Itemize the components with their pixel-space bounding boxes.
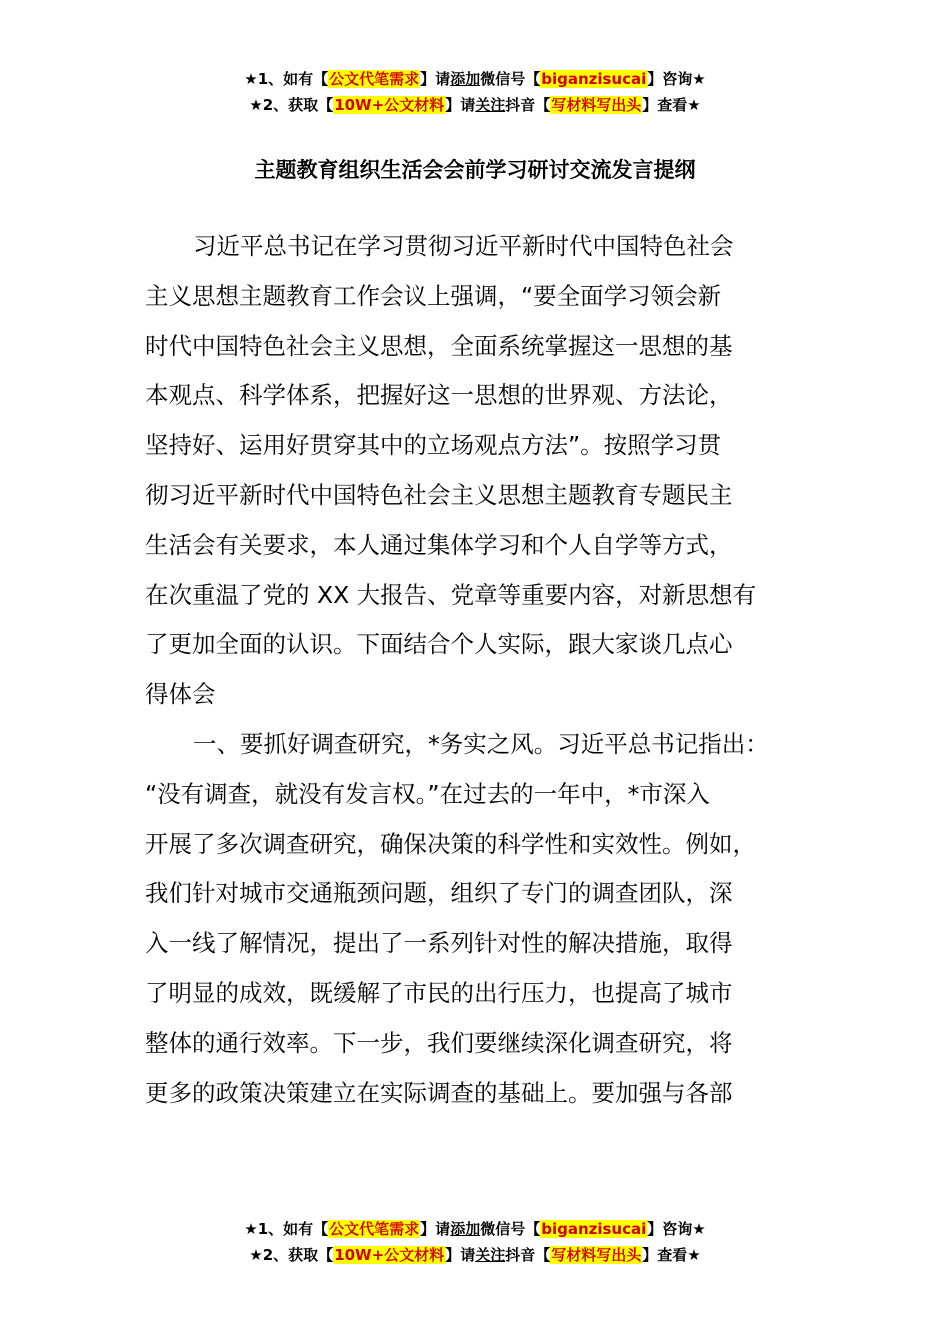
banner-highlight: biganzisucai — [541, 1220, 647, 1238]
body-line: 习近平总书记在学习贯彻习近平新时代中国特色社会 — [193, 232, 734, 260]
body-line: 了更加全面的认识。下面结合个人实际，跟大家谈几点心 — [145, 630, 733, 659]
banner-line-1 — [0, 1216, 950, 1242]
banner-text: 】请 — [420, 1220, 451, 1238]
body-line: 整体的通行效率。下一步，我们要继续深化调查研究，将 — [145, 1028, 733, 1057]
body-line: 更多的政策决策建立在实际调查的基础上。要加强与各部 — [145, 1078, 733, 1107]
banner-text: ★2、获取【 — [249, 1246, 334, 1264]
body-line: “没有调查，就没有发言权。”在过去的一年中，*市深入 — [145, 779, 710, 808]
banner-text: 抖音【 — [505, 96, 551, 114]
body-line: 得体会 — [145, 680, 216, 709]
banner-line-2 — [0, 1242, 950, 1268]
banner-text: 】请 — [420, 70, 451, 88]
body-line: 在次重温了党的 XX 大报告、党章等重要内容，对新思想有 — [145, 580, 757, 609]
banner-text: 】咨询★ — [647, 1220, 706, 1238]
banner-underlined-text: 添加 — [450, 70, 481, 88]
document-title: 主题教育组织生活会会前学习研讨交流发言提纲 — [254, 158, 696, 182]
body-line: 入一线了解情况，提出了一系列针对性的解决措施，取得 — [145, 929, 733, 958]
banner-text: ★1、如有【 — [244, 70, 329, 88]
body-line: 坚持好、运用好贯穿其中的立场观点方法”。按照学习贯 — [145, 431, 722, 460]
footer-banner — [0, 1216, 950, 1268]
banner-underlined-text: 关注 — [475, 1246, 506, 1264]
banner-text: 抖音【 — [505, 1246, 551, 1264]
banner-line-1 — [0, 66, 950, 92]
banner-text: 微信号【 — [480, 70, 541, 88]
banner-line-2 — [0, 92, 950, 118]
body-line: 一、要抓好调查研究，*务实之风。习近平总书记指出： — [193, 729, 769, 758]
body-line: 我们针对城市交通瓶颈问题，组织了专门的调查团队，深 — [145, 879, 733, 908]
banner-text: 】请 — [445, 96, 476, 114]
banner-highlight: 10W+公文材料 — [334, 1246, 445, 1264]
banner-highlight: biganzisucai — [541, 70, 647, 88]
body-line: 主义思想主题教育工作会议上强调，“要全面学习领会新 — [145, 281, 722, 310]
body-line: 时代中国特色社会主义思想，全面系统掌握这一思想的基 — [145, 331, 733, 360]
banner-text: 】咨询★ — [647, 70, 706, 88]
banner-text: ★1、如有【 — [244, 1220, 329, 1238]
body-line: 生活会有关要求，本人通过集体学习和个人自学等方式， — [145, 530, 733, 559]
banner-text: 】请 — [445, 1246, 476, 1264]
banner-text: 】查看★ — [642, 96, 701, 114]
banner-text: 】查看★ — [642, 1246, 701, 1264]
banner-highlight: 写材料写出头 — [551, 1246, 642, 1264]
document-body — [145, 222, 825, 1118]
body-line: 彻习近平新时代中国特色社会主义思想主题教育专题民主 — [145, 480, 733, 509]
banner-underlined-text: 添加 — [450, 1220, 481, 1238]
body-line: 了明显的成效，既缓解了市民的出行压力，也提高了城市 — [145, 978, 733, 1007]
body-line: 开展了多次调查研究，确保决策的科学性和实效性。例如， — [145, 829, 756, 858]
banner-highlight: 10W+公文材料 — [334, 96, 445, 114]
banner-text: 微信号【 — [480, 1220, 541, 1238]
banner-underlined-text: 关注 — [475, 96, 506, 114]
body-line: 本观点、科学体系，把握好这一思想的世界观、方法论， — [145, 381, 733, 410]
banner-text: ★2、获取【 — [249, 96, 334, 114]
header-banner — [0, 66, 950, 118]
banner-highlight: 公文代笔需求 — [329, 1220, 420, 1238]
banner-highlight: 写材料写出头 — [551, 96, 642, 114]
banner-highlight: 公文代笔需求 — [329, 70, 420, 88]
